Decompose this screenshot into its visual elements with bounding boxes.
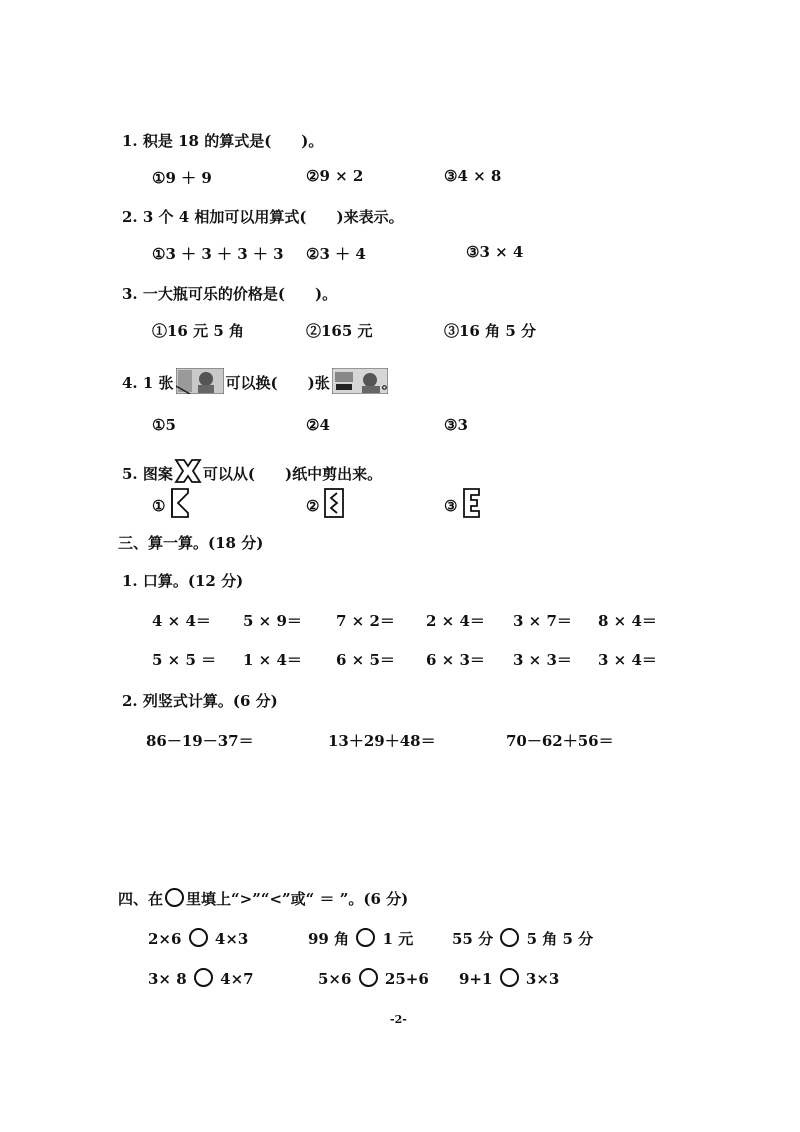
folded-paper-e-icon (461, 487, 483, 523)
oral-calc-r2-c4: 6 × 3＝ (426, 651, 485, 669)
hundred-yuan-banknote-image (176, 368, 224, 394)
question-4-option-1: ①5 (152, 416, 176, 434)
question-2-option-3: ③3 × 4 (466, 243, 524, 261)
oral-calc-r2-c3: 6 × 5＝ (336, 651, 395, 669)
question-1-text: 1. 积是 18 的算式是( )。 (122, 132, 324, 150)
oral-calc-r1-c4: 2 × 4＝ (426, 612, 485, 630)
question-3-text: 3. 一大瓶可乐的价格是( )。 (122, 285, 338, 303)
x-cut-pattern-icon (173, 457, 203, 489)
question-1-option-1: ①9 ＋ 9 (152, 169, 212, 187)
question-4-option-3: ③3 (444, 416, 468, 434)
oral-calc-r1-c3: 7 × 2＝ (336, 612, 395, 630)
oral-calc-r2-c1: 5 × 5 ＝ (152, 651, 217, 669)
vertical-calc-1: 86－19－37＝ (146, 732, 254, 750)
question-4-option-2: ②4 (306, 416, 330, 434)
oral-calc-r1-c2: 5 × 9＝ (243, 612, 302, 630)
question-1-option-3: ③4 × 8 (444, 167, 502, 185)
compare-circle-input[interactable] (194, 968, 213, 987)
section-3-sub2-title: 2. 列竖式计算。(6 分) (122, 692, 278, 710)
vertical-calc-2: 13＋29＋48＝ (328, 732, 436, 750)
oral-calc-r2-c2: 1 × 4＝ (243, 651, 302, 669)
question-4-middle2: )张 (307, 374, 330, 392)
compare-circle-input[interactable] (189, 928, 208, 947)
question-3-option-1: ①16 元 5 角 (152, 322, 244, 340)
oral-calc-r2-c6: 3 × 4＝ (598, 651, 657, 669)
compare-r2-c3: 9+1 3×3 (459, 970, 560, 988)
compare-r1-c2: 99 角 1 元 (308, 930, 414, 948)
question-5-line (122, 457, 382, 489)
answer-circle-icon (165, 888, 184, 907)
question-4-suffix: 。 (381, 374, 397, 392)
oral-calc-r1-c1: 4 × 4＝ (152, 612, 211, 630)
question-4-prefix: 4. 1 张 (122, 374, 174, 392)
page-number: -2- (390, 1013, 407, 1026)
compare-r1-c3: 55 分 5 角 5 分 (452, 930, 594, 948)
compare-r2-c2: 5×6 25+6 (318, 970, 429, 988)
section-4-title: 四、在 里填上“>”“<”或“ ＝ ”。(6 分) (118, 890, 409, 908)
compare-r1-c1: 2×6 4×3 (148, 930, 249, 948)
oral-calc-r2-c5: 3 × 3＝ (513, 651, 572, 669)
question-2-option-1: ①3 ＋ 3 ＋ 3 ＋ 3 (152, 245, 284, 263)
question-2-text: 2. 3 个 4 相加可以用算式( )来表示。 (122, 208, 404, 226)
question-5-prefix: 5. 图案 (122, 465, 173, 483)
folded-paper-s-icon (323, 487, 345, 523)
compare-circle-input[interactable] (359, 968, 378, 987)
section-3-title: 三、算一算。(18 分) (118, 534, 264, 552)
twenty-yuan-banknote-image (332, 368, 380, 394)
folded-paper-z-icon (169, 487, 191, 523)
compare-circle-input[interactable] (356, 928, 375, 947)
question-3-option-3: ③16 角 5 分 (444, 322, 536, 340)
vertical-calc-3: 70－62＋56＝ (506, 732, 614, 750)
oral-calc-r1-c6: 8 × 4＝ (598, 612, 657, 630)
compare-r2-c1: 3× 8 4×7 (148, 970, 254, 988)
question-5-option-1: ① (152, 487, 191, 523)
section-3-sub1-title: 1. 口算。(12 分) (122, 572, 244, 590)
oral-calc-r1-c5: 3 × 7＝ (513, 612, 572, 630)
question-4-middle: 可以换( (225, 374, 278, 392)
question-5-option-2: ② (306, 487, 345, 523)
question-2-option-2: ②3 ＋ 4 (306, 245, 366, 263)
question-4-line (122, 368, 397, 394)
question-5-option-3: ③ (444, 487, 483, 523)
question-5-suffix: 可以从( )纸中剪出来。 (202, 465, 383, 483)
compare-circle-input[interactable] (500, 968, 519, 987)
compare-circle-input[interactable] (500, 928, 519, 947)
question-1-option-2: ②9 × 2 (306, 167, 364, 185)
question-3-option-2: ②165 元 (306, 322, 373, 340)
